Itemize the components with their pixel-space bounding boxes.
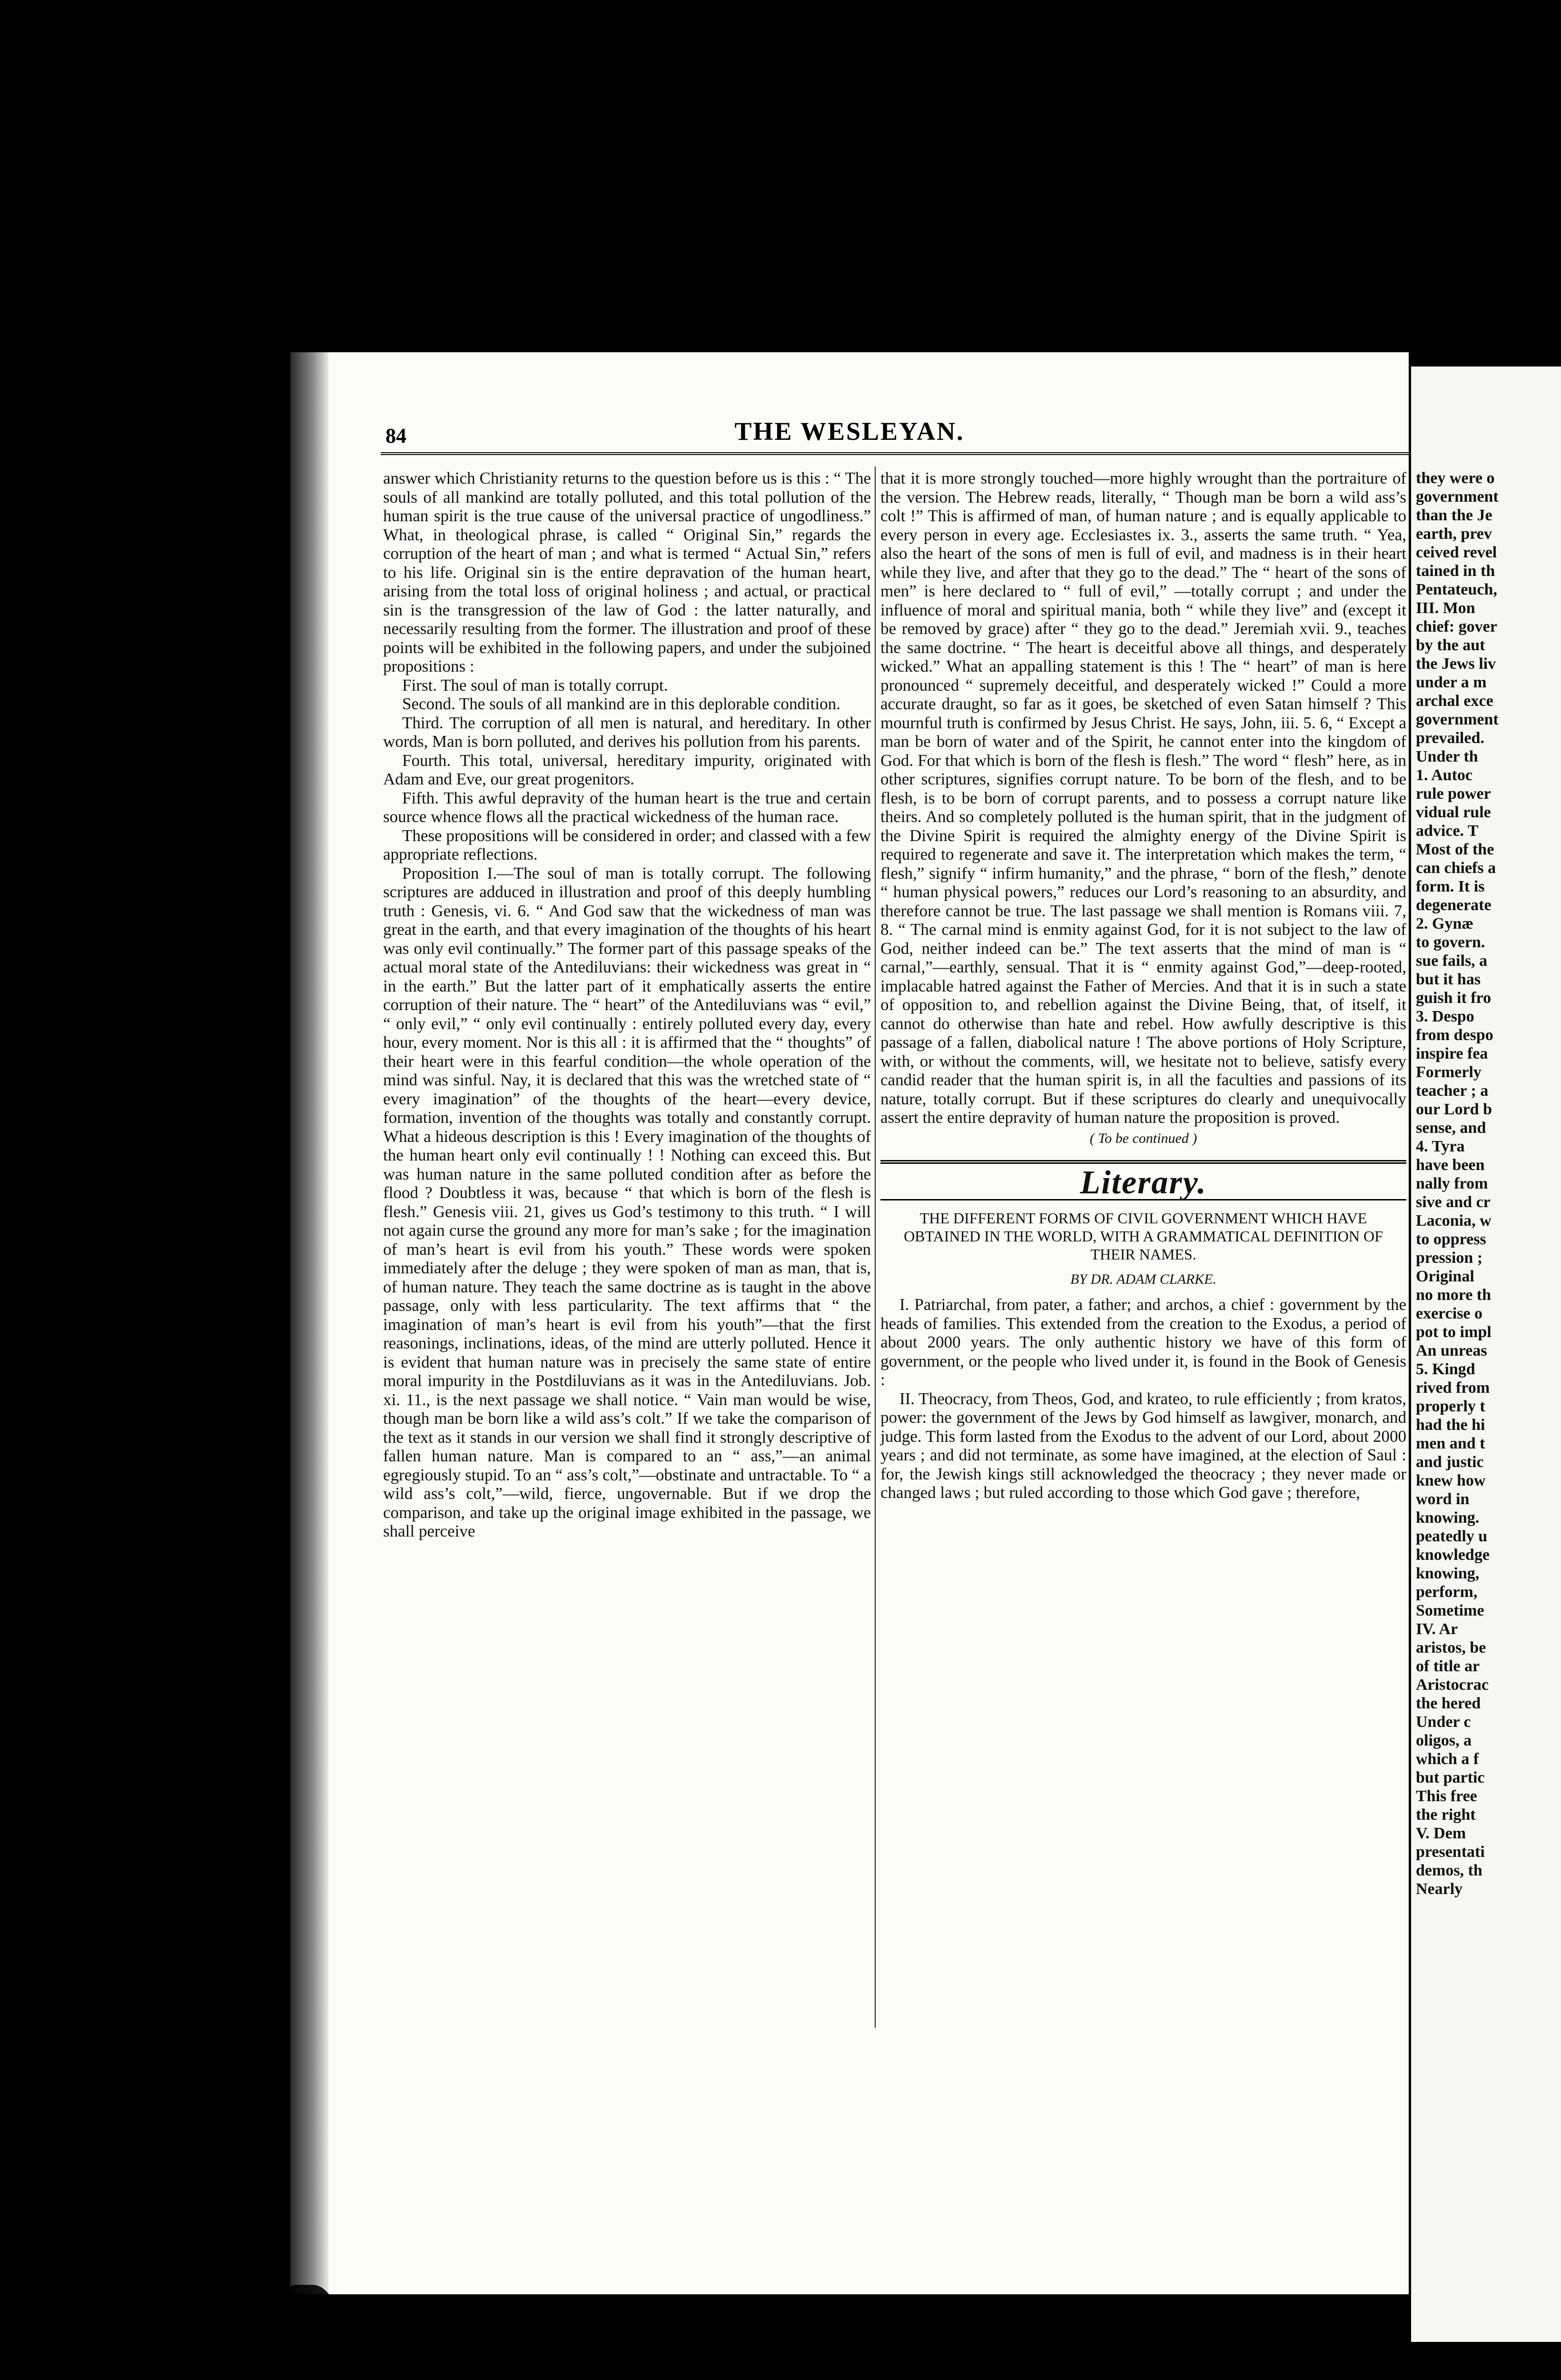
facing-page-line: government: [1416, 488, 1499, 506]
facing-page-line: peatedly u: [1416, 1527, 1488, 1545]
facing-page-line: form. It is: [1416, 878, 1485, 895]
facing-page-line: Original: [1416, 1268, 1474, 1285]
facing-page-line: degenerate: [1416, 896, 1492, 914]
facing-page-line: aristos, be: [1416, 1639, 1486, 1656]
facing-page-line: IV. Ar: [1416, 1620, 1458, 1638]
page-number: 84: [385, 424, 406, 447]
facing-page-line: presentati: [1416, 1843, 1485, 1861]
proposition-fourth: Fourth. This total, universal, hereditary impurity, originated with Adam and Eve, our great progenitors.: [383, 751, 871, 788]
facing-page-line: exercise o: [1416, 1305, 1483, 1322]
facing-page-line: III. Mon: [1416, 599, 1475, 617]
facing-page-line: from despo: [1416, 1026, 1493, 1044]
facing-page-line: had the hi: [1416, 1416, 1485, 1434]
facing-page-line: demos, th: [1416, 1862, 1482, 1879]
facing-page-line: perform,: [1416, 1583, 1478, 1601]
paragraph: Proposition I.—The soul of man is totally corrupt. The following scriptures are adduced in illustration and proof of this deeply humbling truth : Genesis, vi. 6. “ And God saw that the wickedness of man was great in the earth, and that every imagination of the thoughts of his heart was only evil continually.” The former part of this passage speaks of the actual moral state of the Antediluvians: their wickedness was great in “ in the earth.” But the latter part of it emphatically asserts the entire corruption of their nature. The “ heart” of the Antediluvians was “ evil,” “ only evil,” “ only evil continually : entirely polluted every day, every hour, every moment. Nor is this all : it is affirmed that the “ thoughts” of their heart were in this fearful condition—the whole operation of the mind was sinful. Nay, it is declared that this was the wretched state of “ every imagination” of the thoughts of the heart—every device, formation, invention of the thoughts was totally and constantly corrupt. What a hideous description is this ! Every imagination of the thoughts of the human heart only evil continually ! ! Nothing can exceed this. But was human nature in the same polluted condition after as before the flood ? Doubtless it was, because “ that which is born of the flesh is flesh.” Genesis viii. 21, gives us God’s testimony to this truth. “ I will not again curse the ground any more for man’s sake ; for the imagination of man’s heart is evil from his youth.” These words were spoken immediately after the deluge ; they were spoken of man as man, that is, of human nature. They teach the same doctrine as is taught in the above passage, only with less particularity. The text affirms that “ the imagination of man’s heart is evil from his youth”—that the first reasonings, inclinations, ideas, of the mind are utterly polluted. Hence it is evident that human nature was in precisely the same state of entire moral impurity in the Postdiluvians as it was in the Antediluvians. Job. xi. 11., is the next passage we shall notice. “ Vain man would be wise, though man be born like a wild ass’s colt.” If we take the comparison of the text as it stands in our version we shall find it strongly descriptive of fallen human nature. Man is compared to an “ ass,”—an animal egregiously stupid. To an “ ass’s colt,”—obstinate and untractable. To “ a wild ass’s colt,”—wild, fierce, ungovernable. But if we drop the comparison, and take up the original image exhibited in the passage, we shall perceive: [383, 863, 871, 1540]
facing-page-line: have been: [1416, 1156, 1485, 1174]
paragraph: These propositions will be considered in order; and classed with a few appropriate reflections.: [383, 826, 871, 863]
facing-page-line: V. Dem: [1416, 1825, 1466, 1842]
facing-page-line: 5. Kingd: [1416, 1360, 1475, 1378]
facing-page-line: prevailed.: [1416, 729, 1484, 747]
facing-page-line: guish it fro: [1416, 989, 1492, 1007]
facing-page-line: sive and cr: [1416, 1193, 1491, 1211]
facing-page-line: but it has: [1416, 971, 1481, 988]
facing-page-line: Most of the: [1416, 841, 1494, 858]
section-rule: [880, 1160, 1406, 1164]
article-title: THE DIFFERENT FORMS OF CIVIL GOVERNMENT WHICH HAVE OBTAINED IN THE WORLD, WITH A GRAMMATICAL DEFINITION OF THEIR NAMES.: [904, 1209, 1383, 1263]
facing-page-line: Nearly: [1416, 1880, 1463, 1898]
facing-page-line: teacher ; a: [1416, 1082, 1489, 1100]
proposition-fifth: Fifth. This awful depravity of the human heart is the true and certain source whence flows all the practical wickedness of the human race.: [383, 788, 871, 826]
facing-page-line: the right: [1416, 1806, 1476, 1824]
article-paragraph: II. Theocracy, from Theos, God, and krateo, to rule efficiently ; from kratos, power: the government of the Jews by God himself as lawgiver, monarch, and judge. This form lasted from the Exodus to the advent of our Lord, about 2000 years ; and did not terminate, as some have imagined, at the election of Saul : for, the Jewish kings still acknowledged the theocracy ; they never made or changed laws ; but ruled according to those which God gave ; therefore,: [880, 1389, 1406, 1502]
column-separator: [875, 466, 876, 2028]
scan-shadow: [267, 2285, 343, 2380]
facing-page-line: pot to impl: [1416, 1323, 1492, 1341]
facing-page-line: 2. Gynæ: [1416, 915, 1473, 932]
facing-page-line: knowing,: [1416, 1565, 1480, 1582]
facing-page-line: 3. Despo: [1416, 1008, 1474, 1025]
facing-page-line: earth, prev: [1416, 525, 1492, 543]
header-rule: [381, 452, 1409, 455]
facing-page-line: Formerly: [1416, 1063, 1482, 1081]
facing-page-line: vidual rule: [1416, 803, 1491, 821]
facing-page-line: knowing.: [1416, 1509, 1480, 1527]
facing-page-line: 4. Tyra: [1416, 1138, 1465, 1155]
newspaper-page: [290, 352, 1409, 2294]
facing-page-line: to oppress: [1416, 1230, 1486, 1248]
facing-page: [1411, 367, 1561, 2342]
proposition-first: First. The soul of man is totally corrupt.: [402, 675, 668, 694]
facing-page-line: sue fails, a: [1416, 952, 1488, 970]
facing-page-line: oligos, a: [1416, 1732, 1472, 1749]
facing-page-line: inspire fea: [1416, 1045, 1488, 1062]
facing-page-line: Under c: [1416, 1713, 1471, 1731]
facing-page-line: of title ar: [1416, 1657, 1480, 1675]
facing-page-line: advice. T: [1416, 822, 1479, 840]
paragraph: answer which Christianity returns to the question before us is this : “ The souls of all mankind are totally polluted, and this total pollution of the human spirit is the true cause of the universal practice of ungodliness.” What, in theological phrase, is called “ Original Sin,” regards the corruption of the heart of man ; and what is termed “ Actual Sin,” refers to his life. Original sin is the entire depravation of the human heart, arising from the total loss of original holiness ; and actual, or practical sin is the transgression of the law of God : the latter naturally, and necessarily resulting from the former. The illustration and proof of these points will be exhibited in the following papers, and under the subjoined propositions :: [383, 469, 871, 675]
facing-page-line: This free: [1416, 1787, 1477, 1805]
left-column: [383, 469, 871, 1541]
facing-page-line: ceived revel: [1416, 544, 1497, 561]
right-column: [880, 469, 1406, 1502]
facing-page-line: but partic: [1416, 1769, 1485, 1786]
facing-page-line: the Jews liv: [1416, 655, 1496, 673]
facing-page-line: properly t: [1416, 1398, 1485, 1415]
facing-page-line: Sometime: [1416, 1602, 1484, 1619]
binding-gutter: [290, 352, 328, 2294]
facing-page-line: by the aut: [1416, 636, 1485, 654]
facing-page-line: Under th: [1416, 748, 1478, 765]
facing-page-line: our Lord b: [1416, 1101, 1492, 1118]
paragraph: that it is more strongly touched—more highly wrought than the portraiture of the version. The Hebrew reads, literally, “ Though man be born a wild ass’s colt !” This is affirmed of man, of human nature ; and is equally applicable to every person in every age. Ecclesiastes ix. 3., asserts the same truth. “ Yea, also the heart of the sons of men is full of evil, and madness is in their heart while they live, and after that they go to the dead.” The “ heart of the sons of men” is here declared to “ full of evil,” —totally corrupt ; and under the influence of moral and spiritual mania, both “ while they live” and (except it be removed by grace) after “ they go to the dead.” Jeremiah xvii. 9., teaches the same doctrine. “ The heart is deceitful above all things, and desperately wicked.” What an appalling statement is this ! The “ heart” of man is here pronounced “ supremely deceitful, and desperately wicked !” Could a more accurate draught, so far as it goes, be sketched of even Satan himself ? This mournful truth is confirmed by Jesus Christ. He says, John, iii. 5. 6, “ Except a man be born of water and of the Spirit, he cannot enter into the kingdom of God. For that which is born of the flesh is flesh.” The word “ flesh” here, as in other scriptures, signifies corrupt nature. To be born of the flesh, and to be flesh, is to be born of corrupt parents, and to possess a corrupt nature like theirs. And so completely polluted is the human spirit, that in the judgment of the Divine Spirit is required the almighty energy of the Divine Spirit is required to regenerate and save it. The interpretation which makes the term, “ flesh,” signify “ infirm humanity,” and the phrase, “ born of the flesh,” denote “ human physical powers,” reduces our Lord’s reasoning to an absurdity, and therefore cannot be true. The last passage we shall mention is Romans viii. 7, 8. “ The carnal mind is enmity against God, for it is not subject to the law of God, neither indeed can be.” The text asserts that the mind of man is “ carnal,”—earthly, sensual. That it is “ enmity against God,”—deep-rooted, implacable hatred against the Father of Mercies. And that it is in such a state of opposition to, and rebellion against the Divine Being, that, of itself, it cannot do otherwise than hate and rebel. How awfully descriptive is this passage of a fallen, diabolical nature ! The above portions of Holy Scripture, with, or without the comments, will, we hesitate not to believe, satisfy every candid reader that the human spirit is, in all the faculties and passions of its nature, totally corrupt. But if these scriptures do clearly and unequivocally assert the entire depravity of human nature the proposition is proved.: [880, 469, 1406, 1127]
facing-page-line: An unreas: [1416, 1342, 1487, 1359]
facing-page-line: Aristocrac: [1416, 1676, 1489, 1694]
proposition-third: Third. The corruption of all men is natural, and hereditary. In other words, Man is born polluted, and derives his pollution from his parents.: [383, 713, 871, 751]
facing-page-line: government: [1416, 711, 1499, 728]
facing-page-line: no more th: [1416, 1286, 1492, 1304]
facing-page-line: and justic: [1416, 1453, 1484, 1471]
facing-page-line: which a f: [1416, 1750, 1479, 1768]
facing-page-line: men and t: [1416, 1435, 1485, 1452]
proposition-second: Second. The souls of all mankind are in this deplorable condition.: [402, 694, 840, 713]
facing-page-line: pression ;: [1416, 1249, 1483, 1267]
facing-page-line: sense, and: [1416, 1119, 1486, 1137]
facing-page-line: tained in th: [1416, 562, 1495, 580]
facing-page-line: archal exce: [1416, 692, 1493, 710]
article-paragraph: I. Patriarchal, from pater, a father; and archos, a chief : government by the heads of families. This extended from the creation to the Exodus, a period of about 2000 years. The only authentic history we have of this form of government, or the people who lived under it, is found in the Book of Genesis :: [880, 1295, 1406, 1389]
facing-page-line: knowledge: [1416, 1546, 1490, 1564]
facing-page-text: [1411, 367, 1561, 1898]
facing-page-line: under a m: [1416, 674, 1487, 691]
facing-page-line: rived from: [1416, 1379, 1490, 1397]
facing-page-line: to govern.: [1416, 933, 1485, 951]
masthead: THE WESLEYAN.: [734, 417, 965, 446]
facing-page-line: Laconia, w: [1416, 1212, 1492, 1230]
facing-page-line: the hered: [1416, 1695, 1481, 1712]
facing-page-line: rule power: [1416, 785, 1491, 803]
facing-page-line: Pentateuch,: [1416, 581, 1497, 598]
facing-page-line: can chiefs a: [1416, 859, 1496, 877]
facing-page-line: nally from: [1416, 1175, 1488, 1192]
facing-page-line: word in: [1416, 1490, 1470, 1508]
section-title: Literary.: [1080, 1164, 1207, 1201]
to-be-continued: ( To be continued ): [1089, 1130, 1197, 1146]
facing-page-line: chief: gover: [1416, 618, 1497, 635]
facing-page-line: knew how: [1416, 1472, 1486, 1489]
facing-page-line: they were o: [1416, 469, 1495, 487]
facing-page-line: 1. Autoc: [1416, 766, 1472, 784]
facing-page-line: than the Je: [1416, 506, 1492, 524]
article-byline: BY DR. ADAM CLARKE.: [1070, 1271, 1216, 1287]
